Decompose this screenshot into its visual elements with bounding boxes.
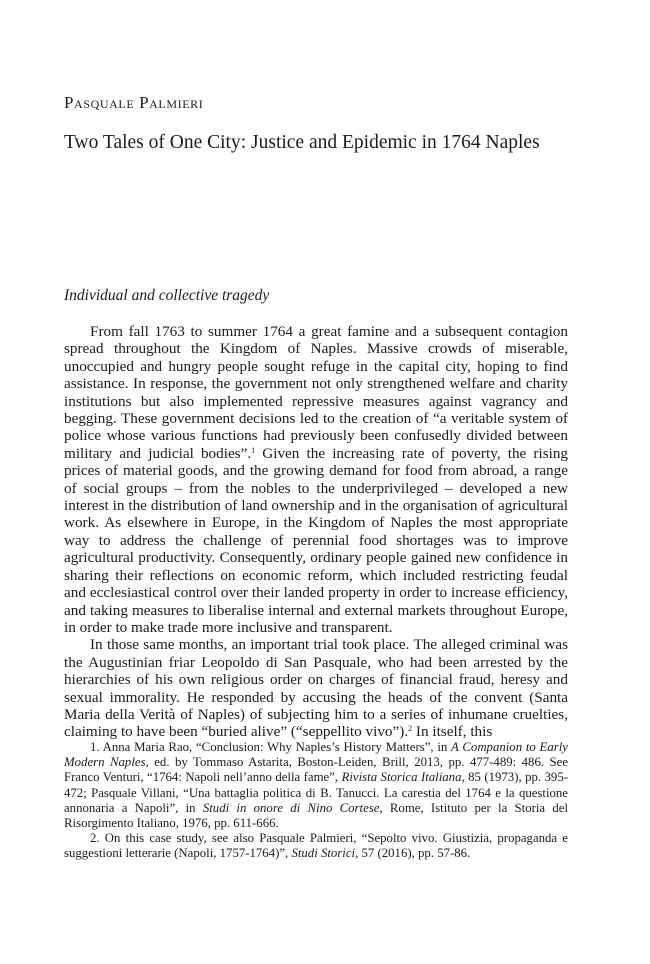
footnote-1-text-b: , ed. by Tommaso Astarita, Boston-Leiden, Brill, 2013, pp. 477-489: 486. See Franco Venturi, “1764: Napoli nell’anno della fame”, <box>64 755 569 785</box>
paragraph-1 <box>64 323 568 636</box>
footnote-1-italic-3: Studi in onore di Nino Cortese <box>202 800 380 815</box>
paragraph-1-part-a: From fall 1763 to summer 1764 a great famine and a subsequent contagion spread throughout the Kingdom of Naples. Massive crowds of miserable, unoccupied and hungry people sought refuge in the capital city, hoping to find assistance. In response, the government not only strengthened welfare and charity institutions but also implemented repressive measures against vagrancy and begging. These government decisions led to the creation of “a veritable system of police whose various functions had previously been confusedly divided between military and judicial bodies”. <box>64 323 568 462</box>
paragraph-1-part-b: Given the increasing rate of poverty, the rising prices of material goods, and the growing demand for food from abroad, a range of social groups – from the nobles to the underprivileged – developed a new interest in the distribution of land ownership and in the organisation of agricultural work. As elsewhere in Europe, in the Kingdom of Naples the most appropriate way to address the challenge of perennial food shortages was to improve agricultural productivity. Consequently, ordinary people gained new confidence in sharing their reflections on economic reform, which included restricting feudal and ecclesiastical control over their landed property in order to increase efficiency, and taking measures to liberalise internal and external markets throughout Europe, in order to make trade more inclusive and transparent. <box>64 444 569 636</box>
footnote-2 <box>64 831 568 861</box>
footnote-ref-1: 1 <box>251 445 256 455</box>
footnote-2-italic-1: Studi Storici <box>291 846 356 861</box>
body-text <box>64 323 568 741</box>
footnote-2-text-a: 2. On this case study, see also Pasquale Palmieri, “Sepolto vivo. Giustizia, propaganda e suggestioni letterarie (Napoli, 1757-1764)”, <box>64 831 568 861</box>
footnote-1 <box>64 740 568 831</box>
chapter-title: Two Tales of One City: Justice and Epidemic in 1764 Naples <box>64 132 540 153</box>
footnote-1-text-d: , Rome, Istituto per la Storia del Risorgimento Italiano, 1976, pp. 611-666. <box>64 800 568 831</box>
footnote-1-text-a: 1. Anna Maria Rao, “Conclusion: Why Naples’s History Matters”, in <box>90 740 452 754</box>
paragraph-2-part-b: In itself, this <box>412 723 493 741</box>
footnote-ref-2: 2 <box>408 724 413 734</box>
footnote-1-text-c: , 85 (1973), pp. 395-472; Pasquale Villani, “Una battaglia politica di B. Tanucci. La carestia del 1764 e la questione annonaria a Napoli”, in <box>64 770 568 815</box>
footnote-2-text-b: , 57 (2016), pp. 57-86. <box>355 846 471 861</box>
paragraph-2-part-a: In those same months, an important trial took place. The alleged criminal was the Augustinian friar Leopoldo di San Pasquale, who had been arrested by the hierarchies of his own religious order on charges of financial fraud, heresy and sexual immorality. He responded by accusing the heads of the convent (Santa Maria della Verità of Naples) of subjecting him to a series of inhumane cruelties, claiming to have been “buried alive” (“seppellito vivo”). <box>64 636 568 741</box>
section-heading: Individual and collective tragedy <box>64 287 270 304</box>
author-name: Pasquale Palmieri <box>64 93 204 112</box>
footnote-1-italic-2: Rivista Storica Italiana <box>341 770 462 785</box>
footnote-1-italic-1: A Companion to Early Modern Naples <box>64 740 568 770</box>
footnotes <box>64 740 568 862</box>
paragraph-2 <box>64 636 568 740</box>
